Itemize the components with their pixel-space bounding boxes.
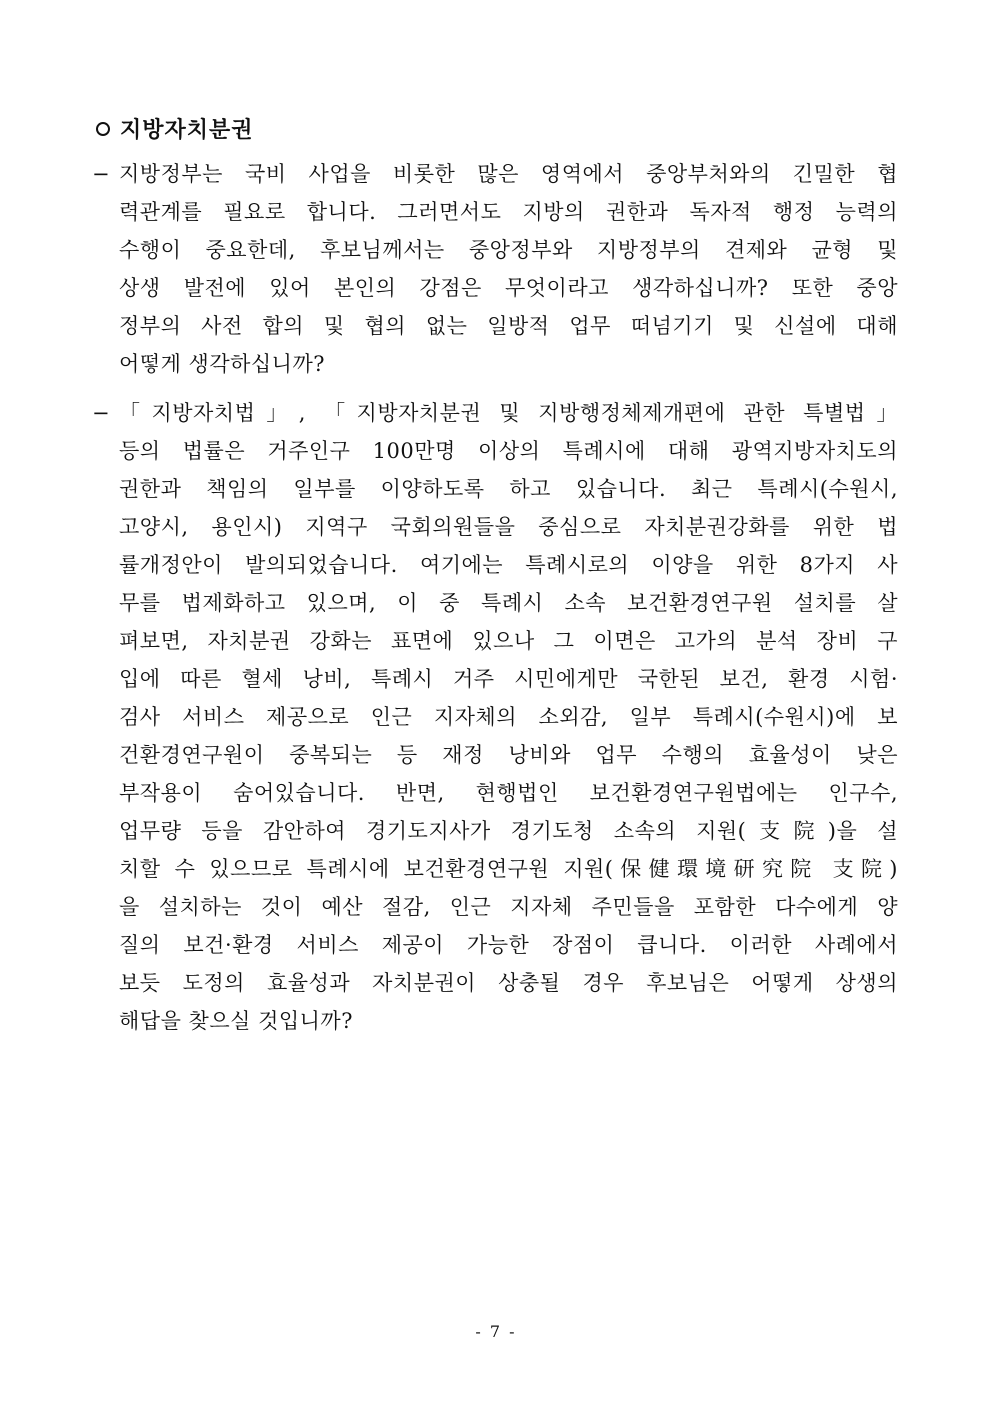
text-line: 해답을 찾으실 것입니까? [119, 1009, 353, 1033]
dash-bullet: − [92, 162, 110, 186]
text-line: 업무량 등을 감안하여 경기도지사가 경기도청 소속의 지원(支院)을 설 [119, 819, 898, 843]
circle-bullet-icon [96, 122, 110, 136]
text-line: 검사 서비스 제공으로 인근 지자체의 소외감, 일부 특례시(수원시)에 보 [119, 705, 898, 729]
text-line: 보듯 도정의 효율성과 자치분권이 상충될 경우 후보님은 어떻게 상생의 [119, 971, 898, 995]
text-line: 정부의 사전 합의 및 협의 없는 일방적 업무 떠넘기기 및 신설에 대해 [119, 314, 898, 338]
section-heading-text: 지방자치분권 [120, 117, 254, 143]
text-line: 등의 법률은 거주인구 100만명 이상의 특례시에 대해 광역지방자치도의 [119, 439, 898, 463]
section-heading [96, 113, 254, 144]
question-item-2 [92, 394, 898, 1040]
text-line: 「지방자치법」, 「지방자치분권 및 지방행정체제개편에 관한 특별법」 [119, 401, 898, 425]
text-line: 질의 보건·환경 서비스 제공이 가능한 장점이 큽니다. 이러한 사례에서 [119, 933, 898, 957]
question-text-1 [119, 155, 898, 383]
question-text-2 [119, 394, 898, 1040]
question-item-1 [92, 155, 898, 383]
text-line: 건환경연구원이 중복되는 등 재정 낭비와 업무 수행의 효율성이 낮은 [119, 743, 898, 767]
text-line: 치할 수 있으므로 특례시에 보건환경연구원 지원(保健環境研究院 支院) [119, 857, 898, 881]
text-line: 고양시, 용인시) 지역구 국회의원들을 중심으로 자치분권강화를 위한 법 [119, 515, 898, 539]
text-line: 지방정부는 국비 사업을 비롯한 많은 영역에서 중앙부처와의 긴밀한 협 [119, 162, 898, 186]
text-line: 력관계를 필요로 합니다. 그러면서도 지방의 권한과 독자적 행정 능력의 [119, 200, 898, 224]
text-line: 률개정안이 발의되었습니다. 여기에는 특례시로의 이양을 위한 8가지 사 [119, 553, 898, 577]
text-line: 수행이 중요한데, 후보님께서는 중앙정부와 지방정부의 견제와 균형 및 [119, 238, 898, 262]
text-line: 을 설치하는 것이 예산 절감, 인근 지자체 주민들을 포함한 다수에게 양 [119, 895, 898, 919]
page-number: - 7 - [475, 1322, 517, 1341]
text-line: 권한과 책임의 일부를 이양하도록 하고 있습니다. 최근 특례시(수원시, [119, 477, 898, 501]
text-line: 펴보면, 자치분권 강화는 표면에 있으나 그 이면은 고가의 분석 장비 구 [119, 629, 898, 653]
text-line: 어떻게 생각하십니까? [119, 352, 326, 376]
text-line: 상생 발전에 있어 본인의 강점은 무엇이라고 생각하십니까? 또한 중앙 [119, 276, 898, 300]
text-line: 입에 따른 혈세 낭비, 특례시 거주 시민에게만 국한된 보건, 환경 시험· [119, 667, 898, 691]
dash-bullet: − [92, 401, 110, 425]
text-line: 무를 법제화하고 있으며, 이 중 특례시 소속 보건환경연구원 설치를 살 [119, 591, 898, 615]
text-line: 부작용이 숨어있습니다. 반면, 현행법인 보건환경연구원법에는 인구수, [119, 781, 898, 805]
